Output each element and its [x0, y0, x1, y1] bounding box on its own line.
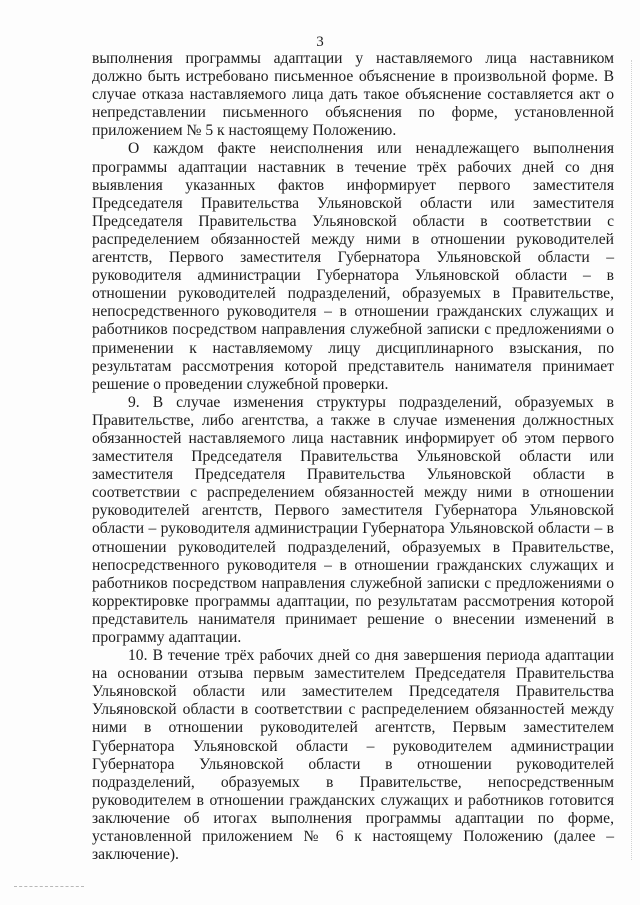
paragraph-continuation: выполнения программы адаптации у наставляемого лица наставником должно быть истребовано письменное объяснение в произвольной форме. В случае отказа наставляемого лица дать такое объяснение составляется акт о непредставлении письменного объяснения по форме, установленной приложением № 5 к настоящему Положению.: [92, 50, 614, 140]
scan-artifact-line: [14, 886, 84, 891]
paragraph-10-conclusion: 10. В течение трёх рабочих дней со дня завершения периода адаптации на основании отзыва первым заместителем Председателя Правительства Ульяновской области или заместителем Председателя Правительства Ульяновской области в соответствии с распределением обязанностей между ними в отношении руководителей агентств, Первым заместителем Губернатора Ульяновской области – руководителем администрации Губернатора Ульяновской области в отношении руководителей подразделений, образуемых в Правительстве, непосредственным руководителем в отношении гражданских служащих и работников готовится заключение об итогах выполнения программы адаптации по форме, установленной приложением № 6 к настоящему Положению (далее – заключение).: [92, 647, 614, 864]
paragraph-9-structure-change: 9. В случае изменения структуры подразделений, образуемых в Правительстве, либо агентства, а также в случае изменения должностных обязанностей наставляемого лица наставник информирует об этом первого заместителя Председателя Правительства Ульяновской области или заместителя Председателя Правительства Ульяновской области в соответствии с распределением обязанностей между ними в отношении руководителей агентств, Первого заместителя Губернатора Ульяновской области – руководителя администрации Губернатора Ульяновской области – в отношении руководителей подразделений, образуемых в Правительстве, непосредственного руководителя – в отношении гражданских служащих и работников посредством направления служебной записки с предложениями о корректировке программы адаптации, по результатам рассмотрения которой представитель нанимателя принимает решение о внесении изменений в программу адаптации.: [92, 393, 614, 646]
scan-edge-artifact: [631, 60, 634, 860]
document-body: [92, 50, 614, 864]
page-number: 3: [316, 34, 324, 50]
paragraph-violation-report: О каждом факте неисполнения или ненадлежащего выполнения программы адаптации наставник в течение трёх рабочих дней со дня выявления указанных фактов информирует первого заместителя Председателя Правительства Ульяновской области или заместителя Председателя Правительства Ульяновской области в соответствии с распределением обязанностей между ними в отношении руководителей агентств, Первого заместителя Губернатора Ульяновской области – руководителя администрации Губернатора Ульяновской области – в отношении руководителей подразделений, образуемых в Правительстве, непосредственного руководителя – в отношении гражданских служащих и работников посредством направления служебной записки с предложениями о применении к наставляемому лицу дисциплинарного взыскания, по результатам рассмотрения которой представитель нанимателя принимает решение о проведении служебной проверки.: [92, 140, 614, 393]
